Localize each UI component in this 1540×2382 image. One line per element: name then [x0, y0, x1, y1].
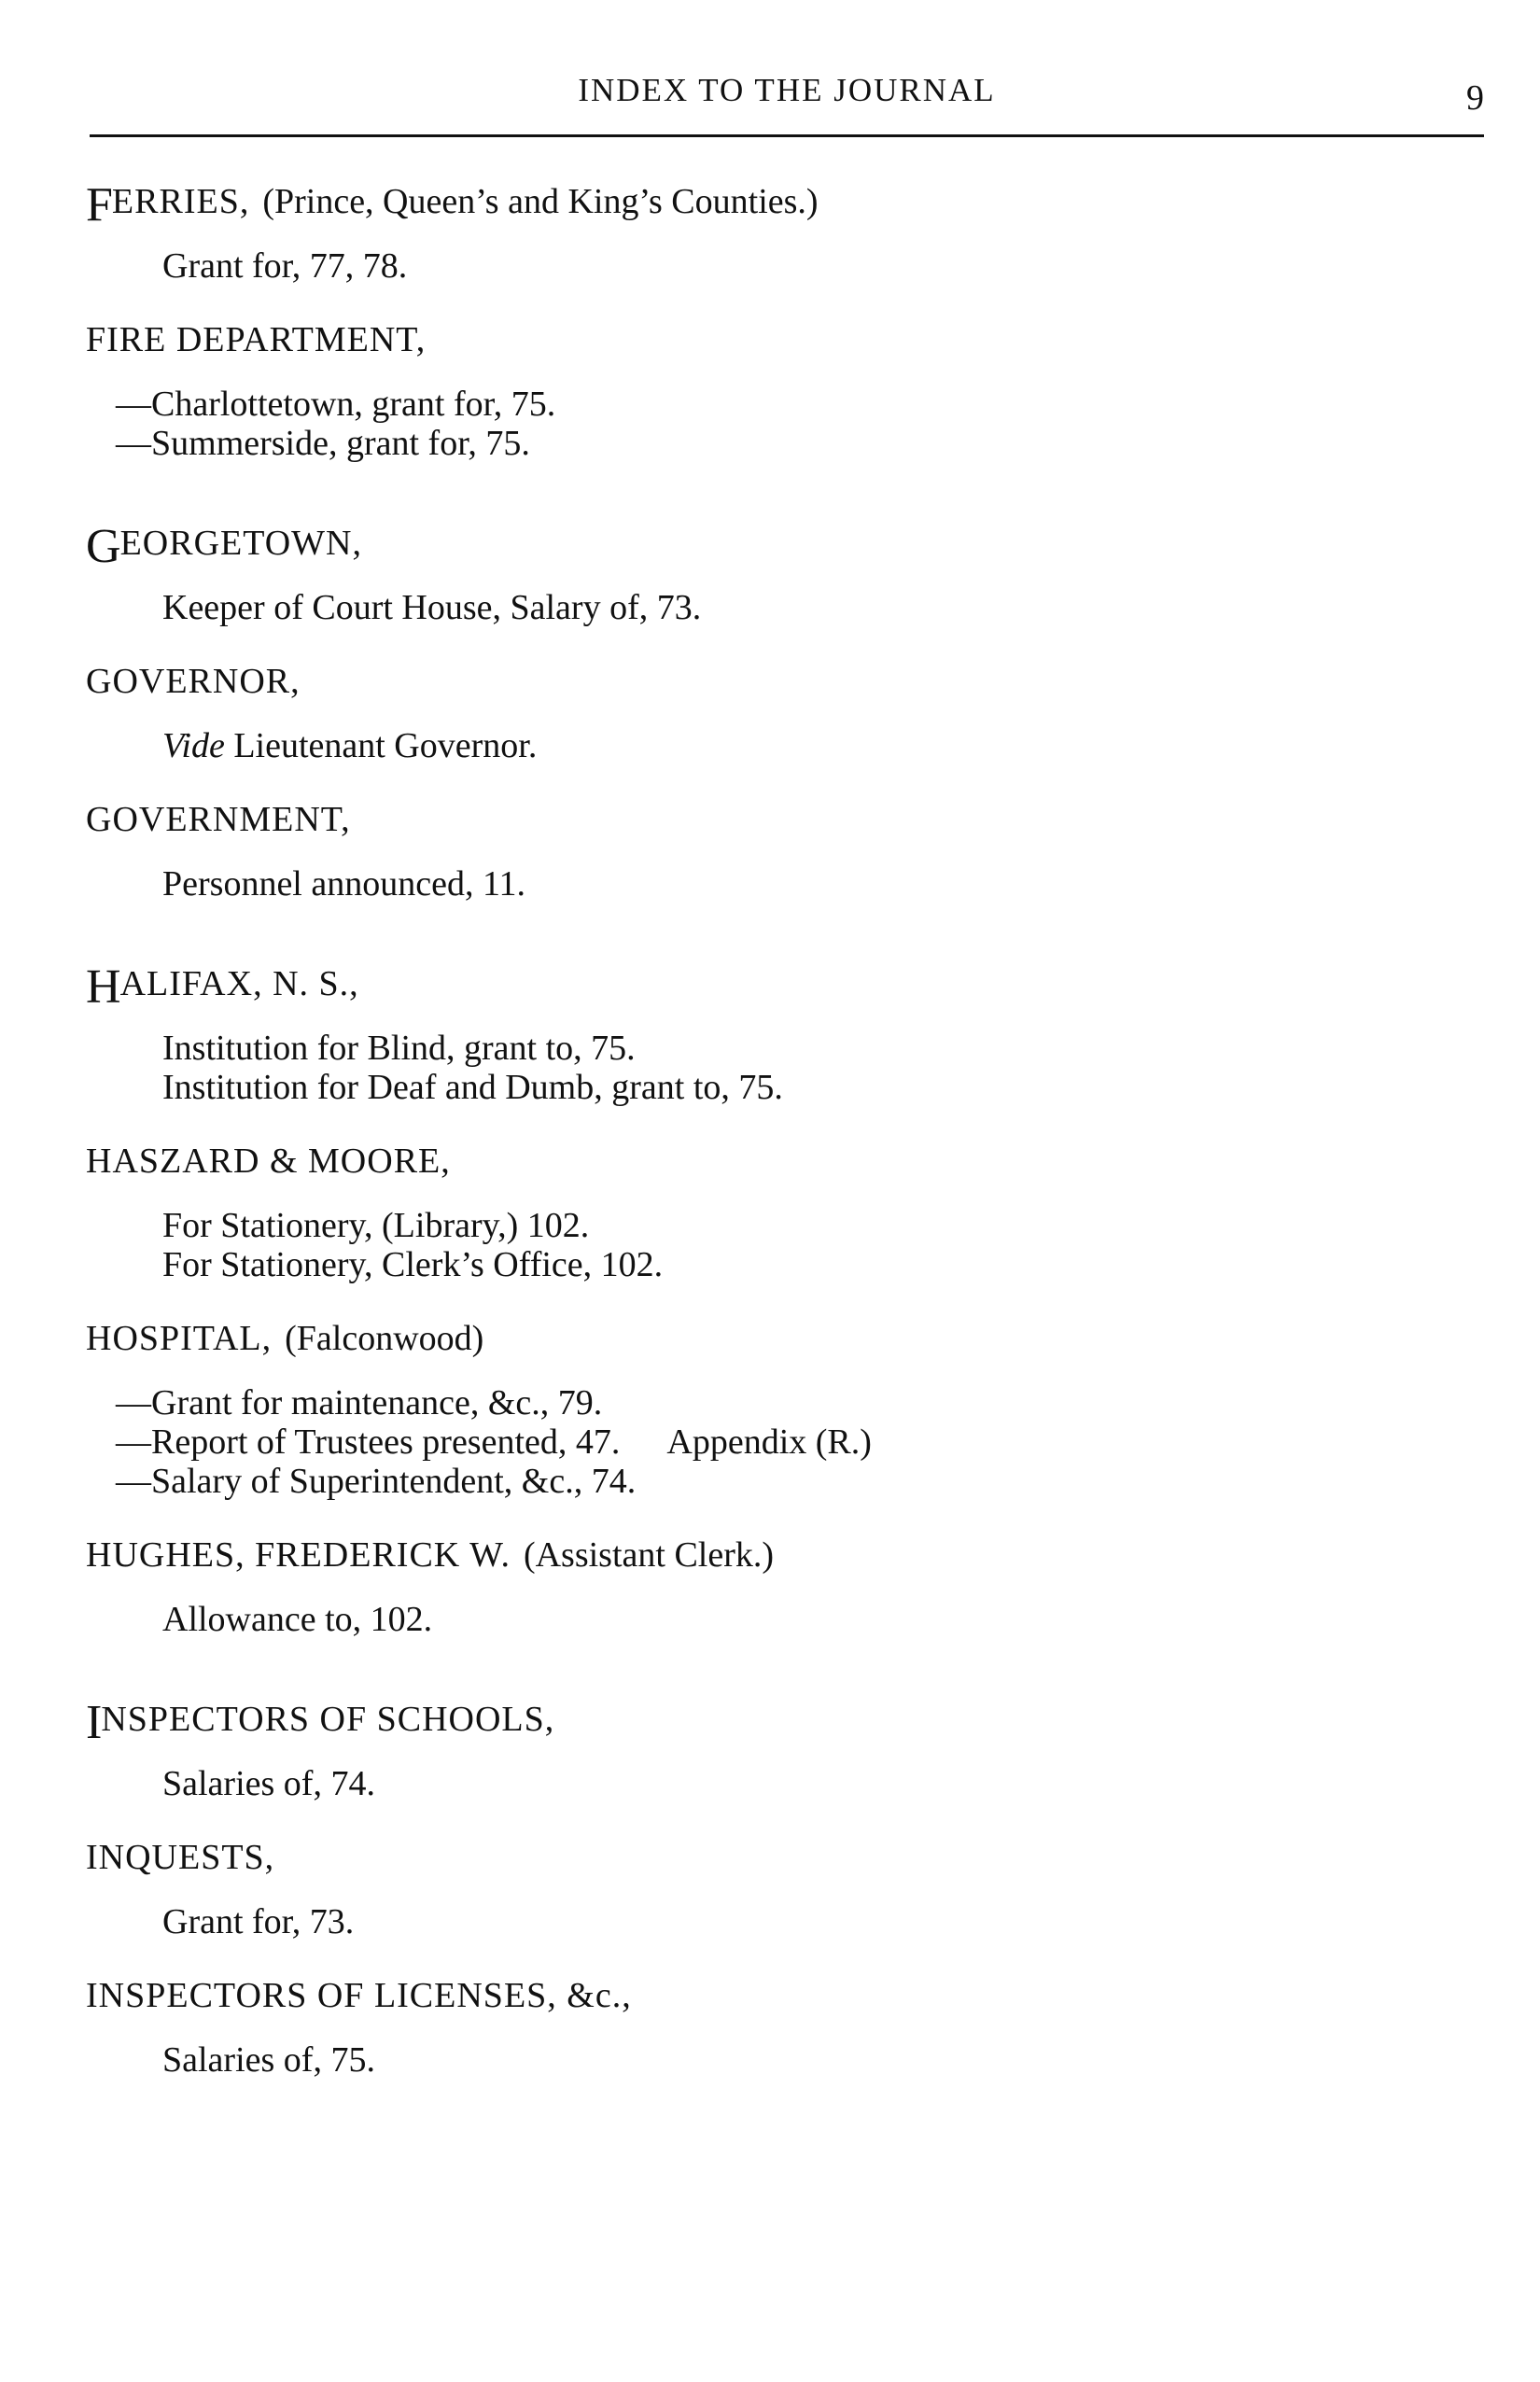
- item-text: —Report of Trustees presented, 47.: [116, 1422, 621, 1462]
- entry-heading: [86, 517, 1467, 573]
- entry-item: —Charlottetown, grant for, 75.: [116, 385, 556, 424]
- entry-item: For Stationery, (Library,) 102.: [162, 1206, 590, 1245]
- running-head: [90, 67, 1484, 123]
- heading-text: ERRIES,: [111, 182, 250, 221]
- index-entry-ferries: [86, 175, 1467, 286]
- heading-text: ALIFAX, N. S.,: [119, 964, 359, 1003]
- heading-text: EORGETOWN,: [119, 524, 362, 563]
- entry-item: —Grant for maintenance, &c., 79.: [116, 1383, 603, 1422]
- entry-item: For Stationery, Clerk’s Office, 102.: [162, 1245, 664, 1284]
- page-number: 9: [1466, 78, 1484, 118]
- index-entry-hospital: [86, 1316, 1467, 1501]
- entry-item: [86, 1422, 1467, 1462]
- index-entry-government: [86, 797, 1467, 904]
- entry-heading: [86, 1316, 1467, 1361]
- heading-note: (Assistant Clerk.): [523, 1535, 775, 1575]
- entry-item: Salaries of, 75.: [162, 2040, 375, 2080]
- entry-item: Personnel announced, 11.: [162, 864, 526, 904]
- drop-initial: H: [86, 960, 122, 1014]
- entry-heading: [86, 1693, 1467, 1749]
- drop-initial: G: [86, 520, 122, 573]
- entry-heading: [86, 958, 1467, 1014]
- index-entry-inspectors-of-schools: [86, 1693, 1467, 1803]
- entry-heading: INSPECTORS OF LICENSES, &c.,: [86, 1976, 632, 2015]
- heading-note: (Prince, Queen’s and King’s Counties.): [262, 182, 819, 221]
- entry-item: [86, 726, 1467, 765]
- page-title: INDEX TO THE JOURNAL: [578, 72, 996, 108]
- index-entry-inspectors-of-licenses: [86, 1973, 1467, 2080]
- index-entry-hughes: [86, 1533, 1467, 1639]
- entry-heading: FIRE DEPARTMENT,: [86, 320, 427, 359]
- index-entry-fire-department: [86, 317, 1467, 463]
- entry-item: Grant for, 73.: [162, 1902, 355, 1941]
- entry-item: Keeper of Court House, Salary of, 73.: [162, 588, 702, 627]
- entry-heading: INQUESTS,: [86, 1838, 275, 1877]
- entry-heading: GOVERNMENT,: [86, 800, 351, 839]
- index-entry-governor: [86, 659, 1467, 765]
- drop-initial: F: [86, 178, 114, 231]
- header-rule: [90, 134, 1484, 137]
- drop-initial: I: [86, 1696, 104, 1749]
- entry-heading: [86, 1533, 1467, 1577]
- index-list: [86, 175, 1467, 2080]
- heading-text: NSPECTORS OF SCHOOLS,: [101, 1700, 555, 1739]
- entry-heading: GOVERNOR,: [86, 662, 301, 701]
- entry-item: Salaries of, 74.: [162, 1764, 375, 1803]
- vide-target: Lieutenant Governor.: [224, 726, 538, 765]
- entry-item: —Salary of Superintendent, &c., 74.: [116, 1462, 637, 1501]
- entry-heading: HASZARD & MOORE,: [86, 1142, 451, 1181]
- entry-heading: [86, 175, 1467, 231]
- heading-text: HUGHES, FREDERICK W.: [86, 1535, 511, 1575]
- heading-text: HOSPITAL,: [86, 1319, 273, 1358]
- index-entry-halifax: [86, 958, 1467, 1107]
- heading-note: (Falconwood): [285, 1319, 484, 1358]
- entry-item: Allowance to, 102.: [162, 1600, 433, 1639]
- vide-text: Vide: [162, 726, 225, 765]
- entry-item: Grant for, 77, 78.: [162, 246, 408, 286]
- index-entry-haszard-moore: [86, 1139, 1467, 1284]
- index-entry-georgetown: [86, 517, 1467, 627]
- entry-item: Institution for Deaf and Dumb, grant to, 75.: [162, 1068, 783, 1107]
- entry-item: —Summerside, grant for, 75.: [116, 424, 530, 463]
- appendix-ref: Appendix (R.): [666, 1422, 872, 1462]
- entry-item: Institution for Blind, grant to, 75.: [162, 1029, 636, 1068]
- index-entry-inquests: [86, 1835, 1467, 1941]
